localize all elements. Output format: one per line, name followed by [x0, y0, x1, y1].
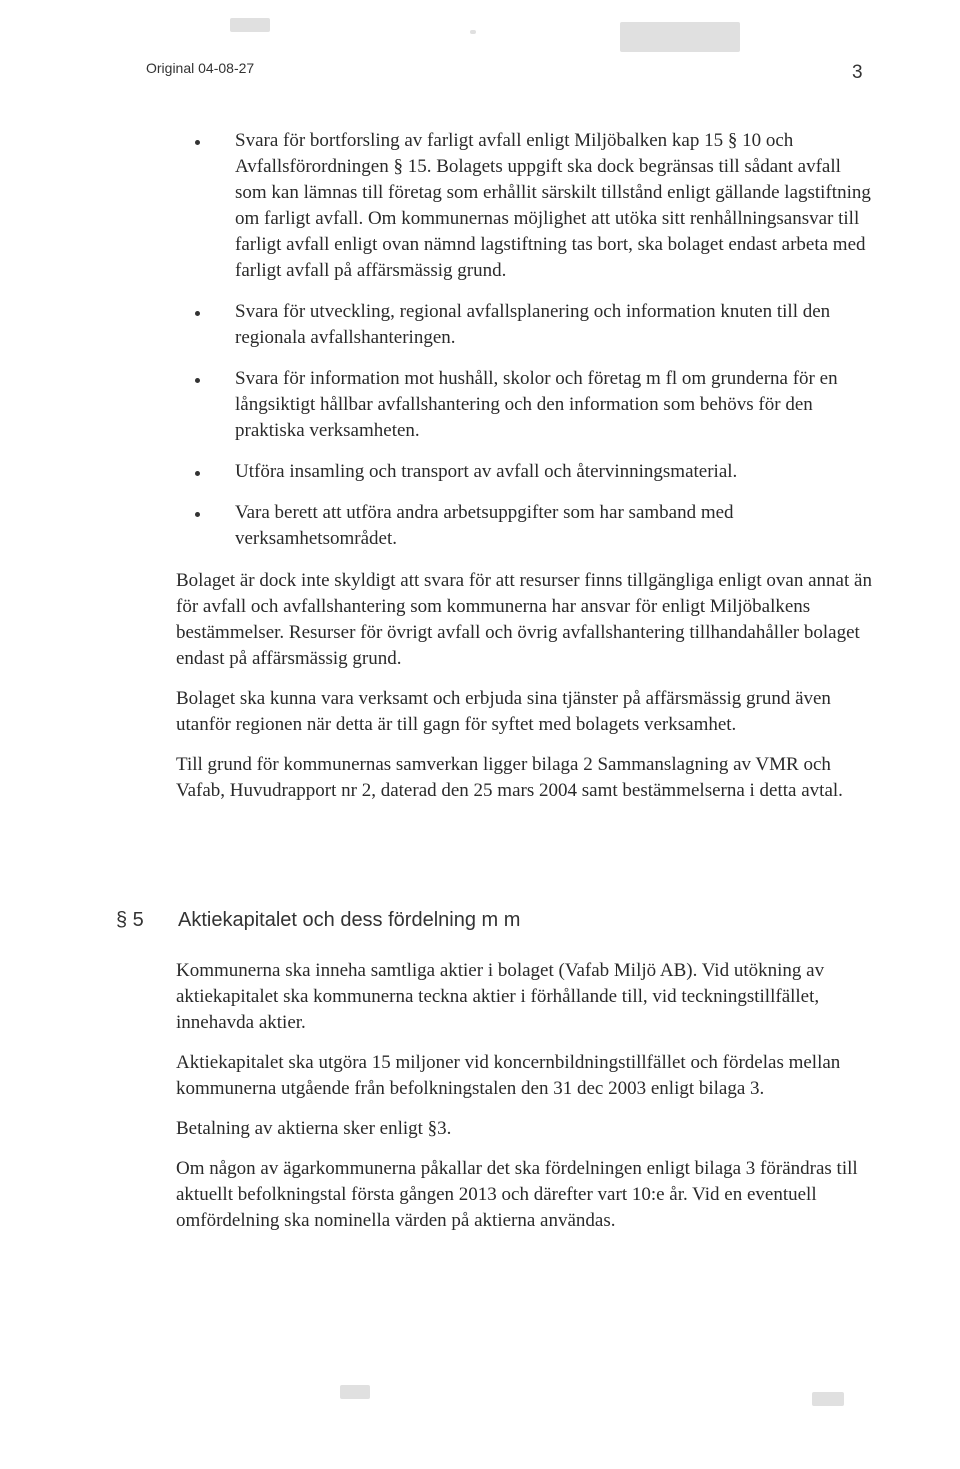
- bullet-icon: [195, 471, 200, 476]
- list-item-text: Svara för bortforsling av farligt avfall enligt Miljöbalken kap 15 § 10 och Avfallsförordningen § 15. Bolagets uppgift ska dock begränsas till sådant avfall som kan lämnas till företag som erhållit särskilt tillstånd enligt gällande lagstiftning om farligt avfall. Om kommunernas möjlighet att utöka sitt renhållningsansvar till farligt avfall enligt ovan nämnd lagstiftning tas bort, ska bolaget endast arbeta med farligt avfall på affärsmässig grund.: [235, 130, 871, 281]
- scan-speck: [470, 30, 476, 34]
- list-item-text: Svara för information mot hushåll, skolor och företag m fl om grunderna för en långsiktigt hållbar avfallshantering och den information som behövs för den praktiska verksamheten.: [235, 368, 838, 441]
- body-paragraphs: [176, 568, 876, 818]
- bullet-list: [195, 128, 875, 567]
- list-item: [195, 128, 875, 284]
- list-item: [195, 366, 875, 444]
- paragraph: Bolaget ska kunna vara verksamt och erbjuda sina tjänster på affärsmässig grund även utanför regionen när detta är till gagn för syftet med bolagets verksamhet.: [176, 688, 831, 735]
- page-number: 3: [852, 62, 863, 83]
- bullet-icon: [195, 378, 200, 383]
- list-item: [195, 500, 875, 552]
- paragraph: Betalning av aktierna sker enligt §3.: [176, 1118, 452, 1139]
- scan-speck: [812, 1392, 844, 1406]
- list-item: [195, 459, 875, 485]
- section-paragraphs: [176, 958, 876, 1248]
- scan-speck: [340, 1385, 370, 1399]
- list-item-text: Vara berett att utföra andra arbetsuppgifter som har samband med verksamhetsområdet.: [235, 502, 734, 549]
- list-item-text: Utföra insamling och transport av avfall och återvinningsmaterial.: [235, 461, 738, 482]
- bullet-icon: [195, 512, 200, 517]
- paragraph: Om någon av ägarkommunerna påkallar det ska fördelningen enligt bilaga 3 förändras till aktuellt befolkningstal första gången 2013 och därefter vart 10:e år. Vid en eventuell omfördelning ska nominella värden på aktierna användas.: [176, 1158, 858, 1231]
- paragraph: Till grund för kommunernas samverkan ligger bilaga 2 Sammanslagning av VMR och Vafab, Huvudrapport nr 2, daterad den 25 mars 2004 samt bestämmelserna i detta avtal.: [176, 754, 843, 801]
- section-heading: [116, 909, 876, 939]
- bullet-icon: [195, 311, 200, 316]
- section-number: § 5: [116, 909, 144, 931]
- document-date: Original 04-08-27: [146, 60, 255, 76]
- scan-speck: [230, 18, 270, 32]
- bullet-icon: [195, 140, 200, 145]
- paragraph: Bolaget är dock inte skyldigt att svara för att resurser finns tillgängliga enligt ovan annat än för avfall och avfallshantering som kommunerna har ansvar för enligt Miljöbalkens bestämmelser. Resurser för övrigt avfall och övrig avfallshantering tillhandahåller bolaget endast på affärsmässig grund.: [176, 570, 872, 669]
- list-item-text: Svara för utveckling, regional avfallsplanering och information knuten till den regionala avfallshanteringen.: [235, 301, 831, 348]
- list-item: [195, 299, 875, 351]
- section-title: Aktiekapitalet och dess fördelning m m: [178, 909, 521, 931]
- paragraph: Aktiekapitalet ska utgöra 15 miljoner vid koncernbildningstillfället och fördelas mellan kommunerna utgående från befolkningstalen den 31 dec 2003 enligt bilaga 3.: [176, 1052, 841, 1099]
- paragraph: Kommunerna ska inneha samtliga aktier i bolaget (Vafab Miljö AB). Vid utökning av aktiekapitalet ska kommunerna teckna aktier i förhållande till, vid teckningstillfället, innehavda aktier.: [176, 960, 825, 1033]
- scan-speck: [620, 22, 740, 52]
